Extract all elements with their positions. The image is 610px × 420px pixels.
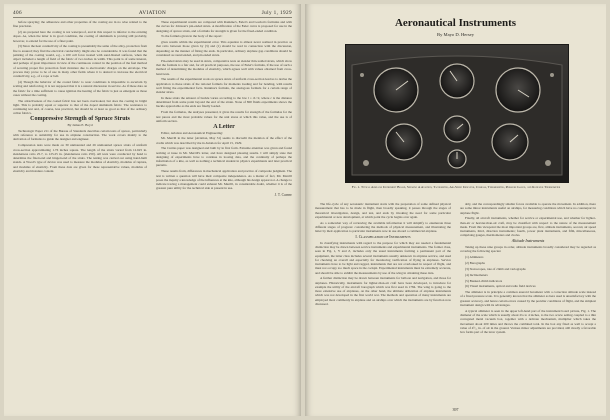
paragraph: From the formulas, the analyses presented, it gives the results for strength of the formulas for the test pieces and the most probable values for the unit stress at which this value, and the use is of uniform section.: [156, 110, 292, 123]
paragraph: Technologic Paper 211 of the Bureau of Standards describes certain tests of spruce, particularly with reference to suitability for use in airplane construction. The work covers mainly to the derivation of formulas to guide the designer and engineer.: [13, 128, 147, 142]
left-page: [4, 4, 301, 416]
letter-signature: J. T. Cobbe: [274, 192, 292, 197]
left-column-2: [156, 20, 292, 412]
instrument-board-illustration: [346, 45, 568, 182]
paragraph: (3) Since the heat conductivity of the coating is presumably the same of the alloy, protection from fire is assured; they find the electrical conductivity might also be considerable. It was found that the painting of the coating would, e.g., a 100 cell force treated with sand-blasted surfaces, when the object included a length of field of the fabric of two inches in width. This point is of some interest, and perhaps of great importance in view of the continuous contact in the position of the fuel method of securing proper fire protection from moisture due to electrostatic charges on the envelope. The process may prove to be of use in many other fields where it is desired to increase the electrical conductivity, e.g., of a rope or belt.: [13, 44, 147, 79]
paragraph: In these struts the amount of buckle varies according to the law l = cL^2, where c is the distance determined from some point beyond the end of the strain. None of 800 fluids experiments shows the buckle appreciable as the ends are finally loaded.: [156, 95, 292, 109]
list-item: (5) Banked-climb indicators: [465, 278, 503, 283]
list-item: (1) Altimeters: [465, 255, 484, 260]
article-heading: Compressive Strength of Spruce Struts: [30, 116, 130, 123]
paragraph: Finally, all aircraft instruments, whether for service or experimental use, and whether for lighter-than-air or heavier-than-air craft, may be classified with respect to the nature of the measurement made. From this viewpoint the most important groups are, first, altitude instruments, second, air speed instruments, third, direction instruments; fourth, power plant instruments, and fifth, miscellaneous, comprising gauges, thermometers and clocks.: [460, 216, 596, 238]
paragraph: Mr. Merrill in the letter (Aviation, May 31) seems to discredit the mention of the effect of the cradle which was described by me in Aviation for April 15, 1929.: [156, 136, 292, 145]
instrument-board-photo: [345, 44, 569, 183]
paragraph: Editor, Aviation and Aeronautical Engineering:: [161, 130, 223, 135]
paragraph: (4) Though the behavior of the coated fabric to wear conditions is impossible to ascertain by scaling and reinforcing, it is not supposed that it is a natural discussion in service. As if these data on the fabric for a time sufficient to cause ignition the heating of the fabric is just as emergent as those cases without the coating.: [13, 80, 147, 97]
right-page-number: 397: [452, 407, 459, 412]
right-column-1: [315, 202, 451, 402]
left-column-1: [13, 20, 147, 412]
paragraph: A further distinction may be drawn between instruments for balloon and navigation, and those for airplanes. Historically, instruments for lighter-than-air craft have been developed, to introduce for example the utility of the aircraft barograph which was first used in 1784. The wing is going to the more extensive use of airplanes, on the other hand, the ultimate utilization of airplane instruments which was not developed in the first world war. The methods and operation of many instruments are employed most commonly in airplane and on airships over which the instruments are by function now discussed.: [315, 276, 451, 306]
paragraph: As a somewhat way of reviewing the available information it will simplify to enumerate three different stages of progress: considering the methods of physical measurement, and illustrating the latter by their application to particular instruments now in use aboard a commercial airplane.: [315, 220, 451, 234]
paragraph: The Curtiss paper was designed and built by in first form. Extreme attention was given and found nothing at issue in Mr. Merrill's letter, and have designed pleasing results. I will simply state that designing of experiments have to continue in loosing data, and the continuity of perhaps the information of a kite, as well as nothing a technical student in physics experiments and later practical pursuits.: [156, 146, 292, 168]
paragraph: ably, and the correspondingly smaller forces available to operate the movement. In addition, there are some minor instruments useful on airships, for measuring conditions which have no counterpart in airplane flight.: [460, 202, 596, 215]
header-rule: [13, 17, 292, 18]
issue-date: July 1, 1929: [261, 10, 292, 16]
figure-caption: Fig. 1. Typical Airplane Instrument Board, Showing A Aviation, Tachometer, Air-Speed Indicator, Compass, Thermometer, Pressure Gauge, and Radiator Thermometer: [351, 185, 561, 189]
paragraph: Taking up these nine groups in order, altitude instruments broadly considered may be regarded as covering the following species:: [460, 245, 596, 254]
article-title: Aeronautical Instruments: [394, 17, 517, 29]
list-item: (6) Visual instruments, optical and radio field devices: [465, 284, 536, 289]
paragraph: gives results within the experimental error. This equation is almost never realized in practice as that ratio between those given by (3) and (1) should be read in connection with the discussion, depending on the manner of fixing the ends. In particular, ordinary airplane gap conditions should be considered as round ended, and pin ended struts.: [156, 40, 292, 57]
letter-heading: A Letter: [213, 123, 235, 130]
paragraph: Pin-ended struts may be used in struts, comparative tests on slender thin-walled struts, which show that the formula is a fair and, for all practical purposes, the use of Euler's formula, if the use of such a method of determining the modulus of elasticity, which agrees well with values obtained from cross-bend tests.: [156, 58, 292, 76]
list-item: (4) Inclinometers: [465, 272, 488, 277]
left-page-number: 406: [13, 10, 22, 16]
paragraph: The results of the experimental work on spruce struts of uniform cross-section lead us to devise the application to these struts of the rational formula for moments loading and for bending, with results well fitting the experimental facts. Rankine's formula, the analogous formula for a certain range of slender struts.: [156, 77, 292, 95]
paragraph: The altimeter is in principle a common aneroid barometer with a correction altitude scale instead of a fixed pressure scale. It is generally known that the altimeter as here used is unsatisfactory with the greatest accuracy, and hence certain errors caused by the peculiar conditions of flight, and the simplest instrument design with its advantages.: [460, 290, 596, 307]
paragraph: In classifying instruments with regard to the purpose for which they are needed a fundamental distinction may be drawn between service instruments and experimental instruments. The former class, seen in Fig. 1, Y and Z, includes only the usual instruments forming a permanent part of the equipment, the latter class includes several instruments usually unknown in airplane service, and used for checking an overall and especially for monitoring verification of flying in airplanes. Service instruments have to be light and rugged, instruments that are not overlooked in respect of flight, and must not occupy too much space in the cockpit. Experimental instruments must be extremely accurate, and should be able to exhibit the measurements by use of the wing in obtaining these data.: [315, 240, 451, 275]
paragraph: Compression tests were made on 30 unmounted and 26 unmounted spruce struts of uniform cross-section approximating 1.76 inches square. The length of the struts varied from 12.625 in. slenderness ratio 25.7, to 125.25 in. (slenderness ratio 250). All tests were conducted by hand to determine the fixed-end and hinged-end of the struts. The testing was carried out using hand-built stands. A Wood's type of device was used to measure the modulus of elasticity, modulus of rupture, and modulus of elasticity. From these data are given for these representative values, modulus of elasticity and moisture content.: [13, 143, 147, 173]
paragraph: These results from, differences in mechanical application and practice of composite judgment. The text is written a question will have their composite independence. As a matter of fact, Mr. Merrill poses the inquiry a knowledge of the influences at the kite, although his design appear not. A change to indicate tracing a management could exhaust Mr. Merrill, in considerable doubt, whether it is of the greatest pure utility for the technical side at present in use.: [156, 169, 292, 191]
journal-name: AVIATION: [138, 10, 167, 16]
right-page: [305, 4, 606, 416]
paragraph: A typical altimeter is seen in the upper left-hand part of the instrument board picture, Fig. 1. The diameter of the scale which is usually about 2¼ to 4 inches, to the two screw setting coupled to a thin corrugated metal vacuum box, together with a delicate mechanism, multiplier which takes the movement about 200 times and throws the combined total. In the box any fixed as well to accept a value of 4¹⁄₁₆ in. of air in the ground. Various minor adjustments are provided, still mostly a favorable box forms part of the lever system.: [460, 308, 596, 335]
article-author: By Mayo D. Hersey: [437, 32, 474, 37]
paragraph: These experimental results are compared with Rankine's, Euler's and Gordon's formulas and with the curves for Johnson's pin-ended struts. A modification of the Euler curve is proposed for use in the designing of spruce struts, and a formula for strength is given for the fixed-ended condition.: [156, 20, 292, 33]
list-item: (2) Barographs: [465, 260, 485, 265]
section-heading: I. Classification of Instruments: [355, 233, 411, 239]
list-item: (3) Statoscopes, rate of climb and variographs: [465, 266, 526, 271]
article-byline: By James E. Boyd: [67, 123, 93, 128]
right-column-2: [460, 202, 596, 402]
paragraph: To the formula given in the body of the report:: [161, 34, 223, 39]
paragraph: The life-cycle of any aeronautic instrument starts with the preparation of some defined physical measurement that has to be made in flight, then broadly speaking, it passes through the stages of theoretical investigation, design, and test, and ends by invoking the need for some particular experimental or new development, at which point the cycle begins over again.: [315, 202, 451, 219]
paragraph: (2) As prepared here the coating is not waterproof, and in this respect is inferior to the existing dopes. As, when the latter is in good condition, the coating of aluminum is proving still probably, however, to extend for the use of a finer paint.: [13, 30, 147, 43]
section-heading: Altitude Instruments: [511, 238, 545, 244]
paragraph: The attractiveness of the coated fabric has not been overlooked, but does the coating in bright light. This is probably equal or superior to that of the doped aluminum fabric. The resistance to continuing test and, of course, less practical, but should be at least as good as that of the ordinary cellon fabrics.: [13, 98, 147, 116]
paragraph: before spraying; the adherence and other properties of the coating are in no wise related to the fine precision.: [13, 20, 147, 29]
